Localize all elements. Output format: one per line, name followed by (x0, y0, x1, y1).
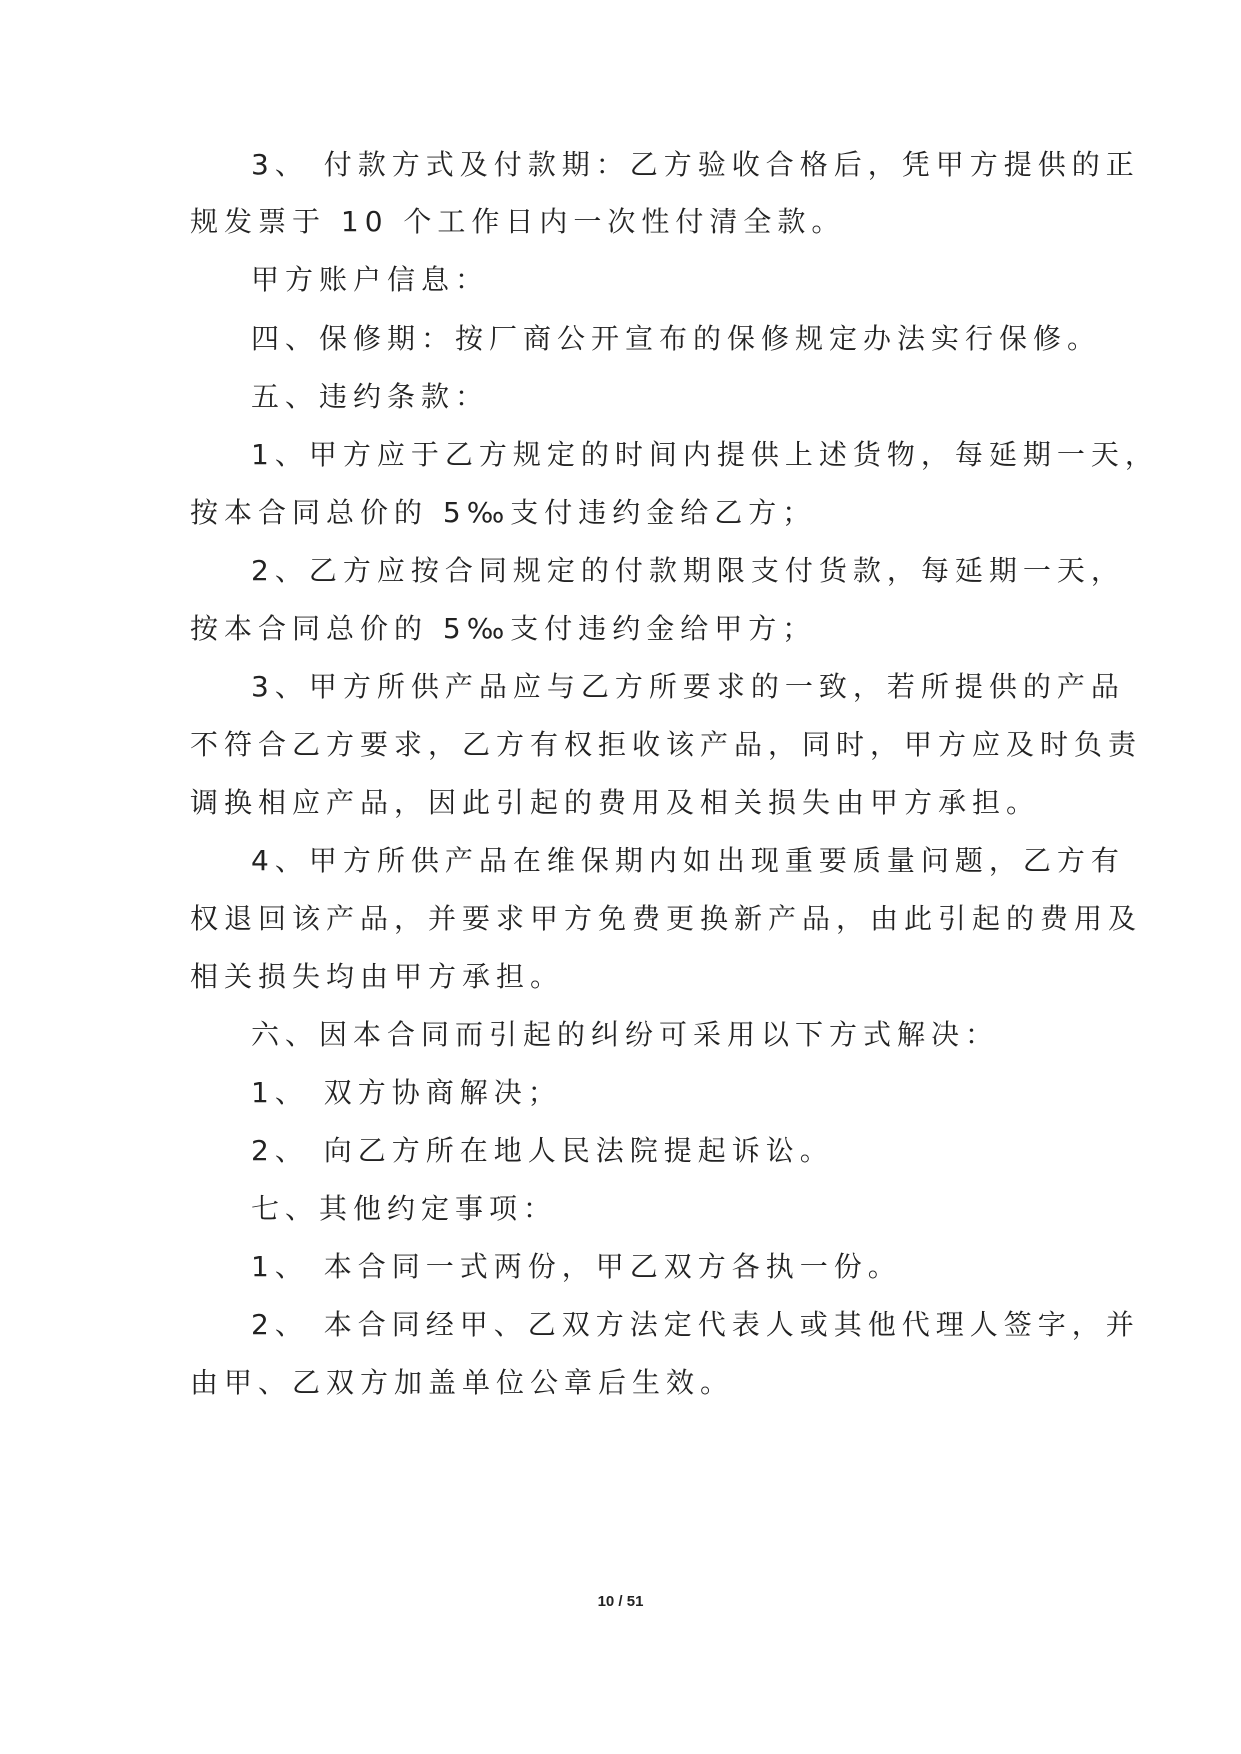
paragraph-line: 不符合乙方要求，乙方有权拒收该产品，同时，甲方应及时负责 (190, 728, 1143, 761)
paragraph-line: 相关损失均由甲方承担。 (190, 960, 565, 993)
paragraph-line: 1、甲方应于乙方规定的时间内提供上述货物，每延期一天， (251, 438, 1159, 471)
paragraph-line: 2、 本合同经甲、乙双方法定代表人或其他代理人签字，并 (251, 1308, 1140, 1341)
paragraph-line: 七、其他约定事项： (251, 1192, 558, 1225)
paragraph-line: 按本合同总价的 5‰支付违约金给乙方； (190, 496, 817, 529)
paragraph-line: 四、保修期：按厂商公开宣布的保修规定办法实行保修。 (251, 322, 1102, 355)
paragraph-line: 权退回该产品，并要求甲方免费更换新产品，由此引起的费用及 (190, 902, 1143, 935)
paragraph-line: 由甲、乙双方加盖单位公章后生效。 (190, 1366, 735, 1399)
paragraph-line: 按本合同总价的 5‰支付违约金给甲方； (190, 612, 817, 645)
paragraph-line: 1、 双方协商解决； (251, 1076, 562, 1109)
page-number: 10 / 51 (597, 1593, 644, 1610)
paragraph-line: 调换相应产品，因此引起的费用及相关损失由甲方承担。 (190, 786, 1041, 819)
paragraph-line: 2、 向乙方所在地人民法院提起诉讼。 (251, 1134, 834, 1167)
paragraph-line: 1、 本合同一式两份，甲乙双方各执一份。 (251, 1250, 902, 1283)
paragraph-line: 六、因本合同而引起的纠纷可采用以下方式解决： (251, 1018, 1000, 1051)
paragraph-line: 4、甲方所供产品在维保期内如出现重要质量问题，乙方有 (251, 844, 1125, 877)
paragraph-line: 五、违约条款： (251, 380, 490, 413)
paragraph-line: 甲方账户信息： (251, 263, 490, 296)
paragraph-line: 3、 付款方式及付款期：乙方验收合格后，凭甲方提供的正 (251, 148, 1140, 181)
paragraph-line: 2、乙方应按合同规定的付款期限支付货款，每延期一天， (251, 554, 1125, 587)
paragraph-line: 规发票于 10 个工作日内一次性付清全款。 (190, 205, 846, 238)
paragraph-line: 3、甲方所供产品应与乙方所要求的一致，若所提供的产品 (251, 670, 1125, 703)
